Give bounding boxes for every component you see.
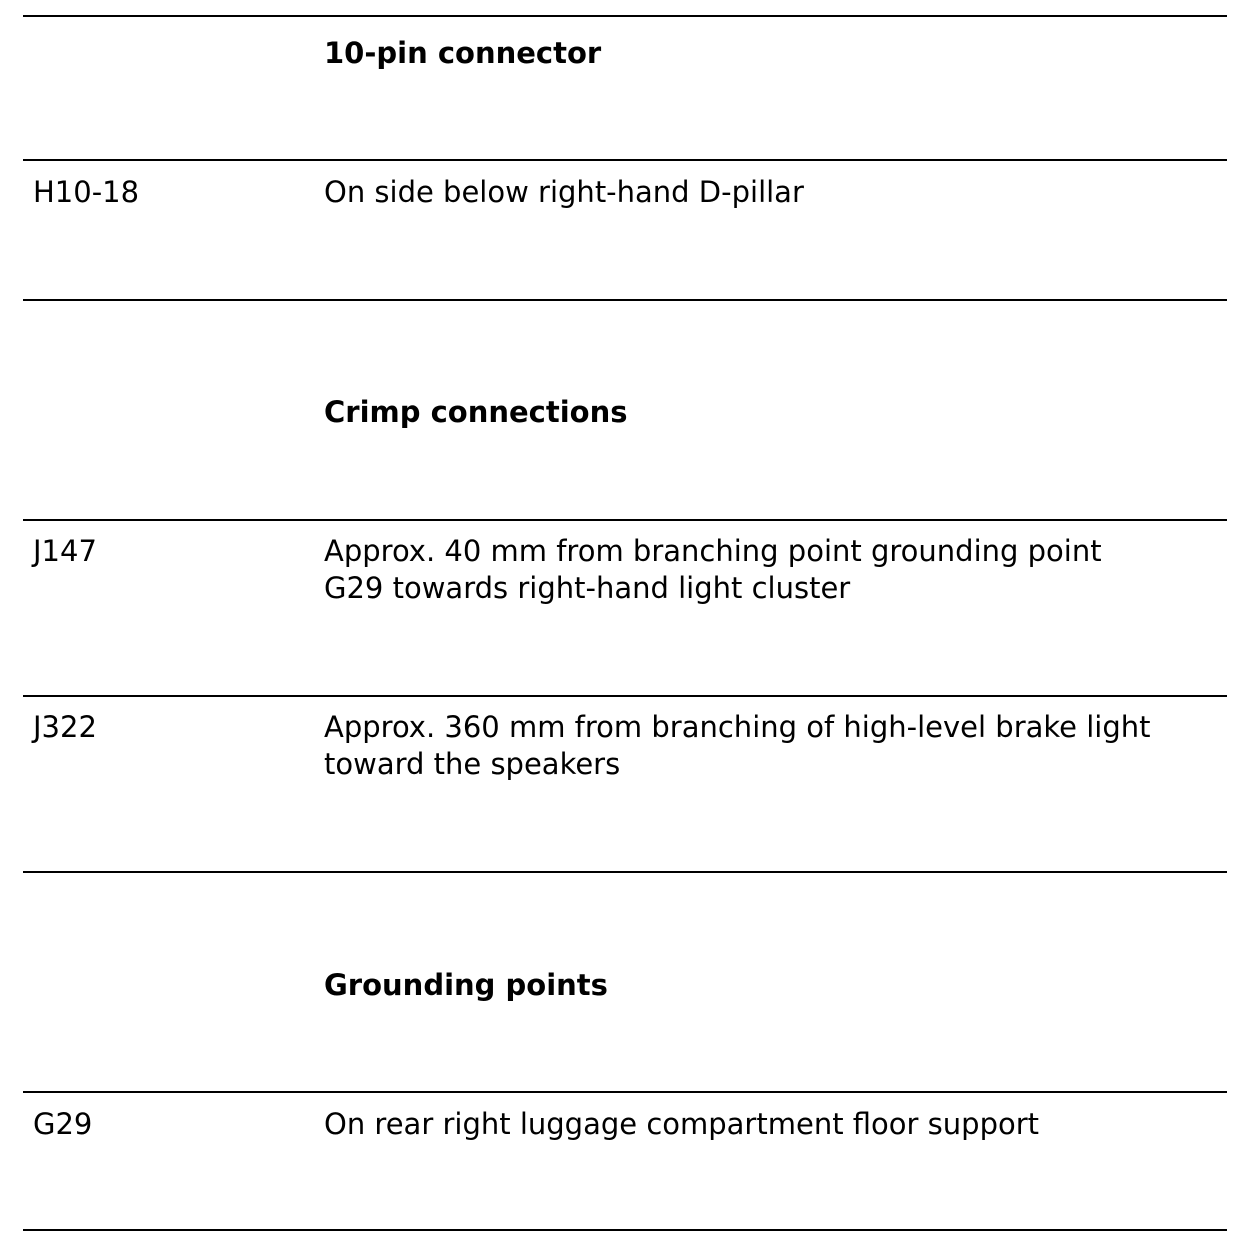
description-line: G29 towards right-hand light cluster bbox=[324, 571, 851, 605]
table-rule bbox=[23, 299, 1227, 301]
description-line: toward the speakers bbox=[324, 747, 621, 781]
table-rule bbox=[23, 519, 1227, 521]
description-line: Approx. 40 mm from branching point grounding point bbox=[324, 534, 1102, 568]
description-line: On rear right luggage compartment floor support bbox=[324, 1107, 1040, 1141]
table-rule bbox=[23, 695, 1227, 697]
table-rule bbox=[23, 15, 1227, 17]
table-rule bbox=[23, 159, 1227, 161]
row-description-j322 bbox=[324, 709, 1224, 783]
section-heading-10-pin-connector: 10-pin connector bbox=[324, 36, 602, 70]
section-heading-grounding-points: Grounding points bbox=[324, 968, 608, 1002]
table-rule bbox=[23, 871, 1227, 873]
description-line: On side below right-hand D-pillar bbox=[324, 175, 804, 209]
row-code-g29: G29 bbox=[33, 1107, 93, 1141]
row-description-g29 bbox=[324, 1106, 1224, 1143]
row-code-h10-18: H10-18 bbox=[33, 175, 140, 209]
section-heading-crimp-connections: Crimp connections bbox=[324, 395, 628, 429]
table-rule bbox=[23, 1229, 1227, 1231]
row-code-j322: J322 bbox=[33, 710, 97, 744]
row-description-j147 bbox=[324, 533, 1224, 607]
description-line: Approx. 360 mm from branching of high-level brake light bbox=[324, 710, 1151, 744]
table-rule bbox=[23, 1091, 1227, 1093]
row-description-h10-18 bbox=[324, 174, 1224, 211]
row-code-j147: J147 bbox=[33, 534, 97, 568]
